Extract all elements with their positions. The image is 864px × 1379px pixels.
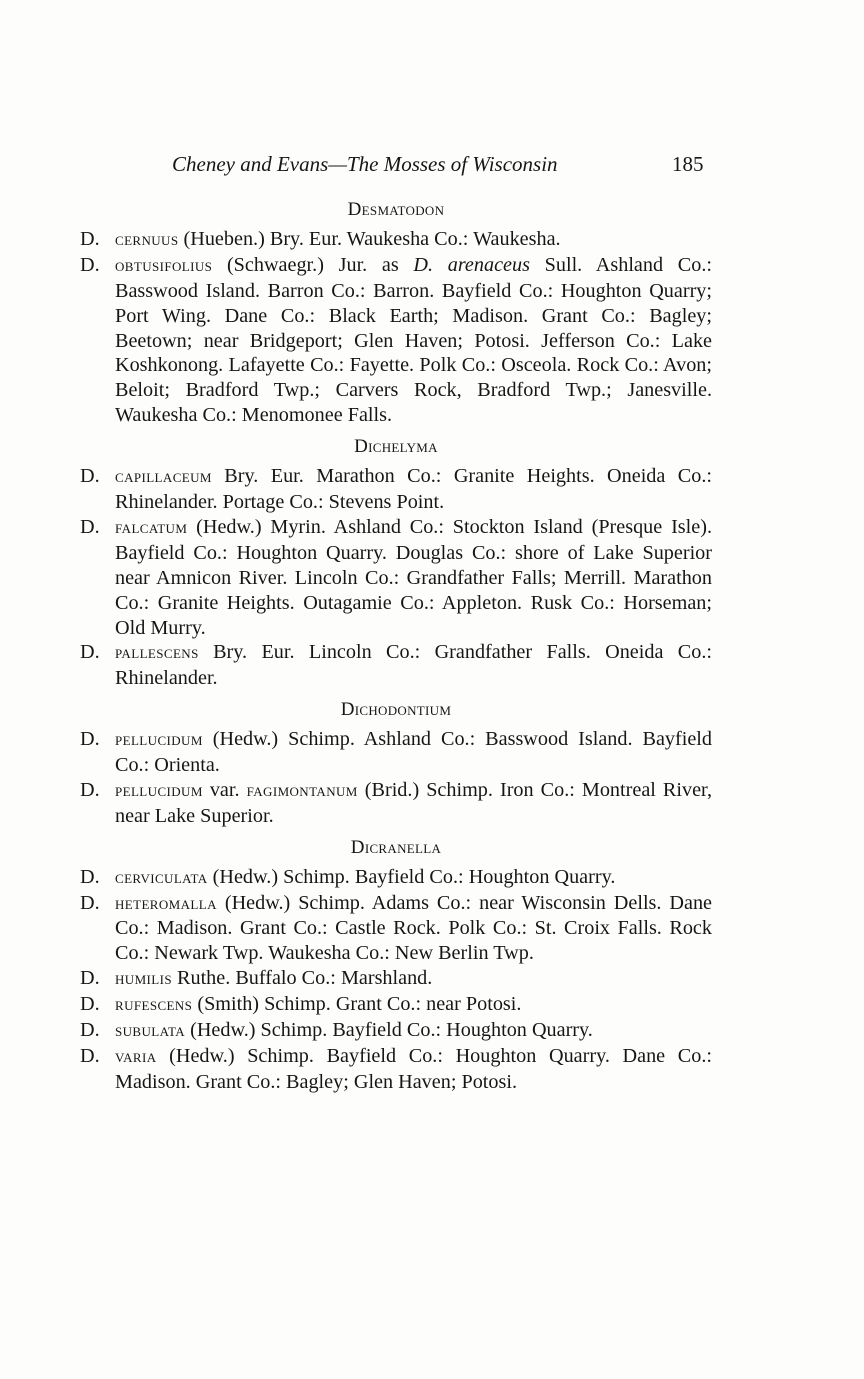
entry-text: (Brid.) Schimp. Iron Co.: Montreal River, near Lake Superior. xyxy=(115,778,713,827)
species-entry xyxy=(80,464,712,515)
entry-text: Bry. Eur. Marathon Co.: Granite Heights. Oneida Co.: Rhinelander. Portage Co.: Stevens Point. xyxy=(115,465,713,513)
genus-abbreviation: D. xyxy=(80,891,100,914)
species-name: obtusifolius xyxy=(115,254,213,276)
species-entry xyxy=(80,227,712,253)
species-entry xyxy=(80,1044,712,1095)
page-header xyxy=(0,148,864,180)
genus-abbreviation: D. xyxy=(80,1019,100,1042)
genus-abbreviation: D. xyxy=(80,253,100,276)
entry-text: (Hueben.) Bry. Eur. Waukesha Co.: Waukesha. xyxy=(183,227,561,250)
running-title: Cheney and Evans—The Mosses of Wisconsin xyxy=(172,152,558,176)
entry-text: (Hedw.) Schimp. Bayfield Co.: Houghton Quarry. xyxy=(190,1019,593,1042)
species-name: varia xyxy=(115,1046,157,1067)
species-entry xyxy=(80,1018,712,1044)
species-name: heteromalla xyxy=(115,892,217,914)
entry-text: Ruthe. Buffalo Co.: Marshland. xyxy=(177,967,433,990)
species-entry xyxy=(80,640,712,691)
entry-text: (Hedw.) Schimp. Bayfield Co.: Houghton Quarry. xyxy=(212,865,616,888)
variety-name: fagimontanum xyxy=(246,779,358,801)
species-entry xyxy=(80,778,712,829)
species-entry xyxy=(80,966,712,992)
species-name: capillaceum xyxy=(115,466,212,488)
species-name: falcatum xyxy=(115,516,188,538)
genus-abbreviation: D. xyxy=(80,515,100,538)
species-name: subulata xyxy=(115,1020,186,1042)
genus-abbreviation: D. xyxy=(80,778,100,801)
genus-abbreviation: D. xyxy=(80,728,100,751)
genus-abbreviation: D. xyxy=(80,993,100,1016)
genus-abbreviation: D. xyxy=(80,967,100,990)
entry-text: (Smith) Schimp. Grant Co.: near Potosi. xyxy=(197,993,522,1016)
species-name: cernuus xyxy=(115,228,179,250)
genus-heading: Dichelyma xyxy=(354,436,438,458)
species-entry xyxy=(80,891,712,967)
species-entry xyxy=(80,992,712,1018)
genus-abbreviation: D. xyxy=(80,227,100,250)
synonym-name: D. arenaceus xyxy=(413,253,530,276)
entry-text: Bry. Eur. Lincoln Co.: Grandfather Falls. Oneida Co.: Rhinelander. xyxy=(115,641,713,690)
entry-text: (Hedw.) Schimp. Bayfield Co.: Houghton Quarry. Dane Co.: Madison. Grant Co.: Bagley; Glen Haven; Potosi. xyxy=(115,1045,712,1093)
species-entry xyxy=(80,865,712,891)
variety-label: var. xyxy=(209,778,240,801)
species-entry xyxy=(80,515,712,641)
species-name: pellucidum xyxy=(115,729,203,751)
species-entry xyxy=(80,727,712,778)
genus-abbreviation: D. xyxy=(80,641,100,664)
entry-text: (Hedw.) Myrin. Ashland Co.: Stockton Island (Presque Isle). Bayfield Co.: Houghton Quarry. Douglas Co.: shore of Lake Superior near Amnicon River. Lincoln Co.: Grandfather Falls; Merrill. Marathon Co.: Granite Heights. Outagamie Co.: Appleton. Rusk Co.: Horseman; Old Murry. xyxy=(115,515,712,639)
entry-text: Sull. Ashland Co.: Basswood Island. Barron Co.: Barron. Bayfield Co.: Houghton Quarry; Port Wing. Dane Co.: Black Earth; Madison. Grant Co.: Bagley; Beetown; near Bridgeport; Glen Haven; Potosi. Jefferson Co.: Lake Koshkonong. Lafayette Co.: Fayette. Polk Co.: Osceola. Rock Co.: Avon; Beloit; Bradford Twp.; Carvers Rock, Bradford Twp.; Janesville. Waukesha Co.: Menomonee Falls. xyxy=(115,253,712,427)
entry-text: (Hedw.) Schimp. Ashland Co.: Basswood Island. Bayfield Co.: Orienta. xyxy=(115,728,713,777)
genus-abbreviation: D. xyxy=(80,465,100,488)
species-list xyxy=(80,198,712,1095)
species-name: pellucidum xyxy=(115,779,203,801)
entry-author: (Schwaegr.) Jur. as xyxy=(226,253,399,276)
entry-text: (Hedw.) Schimp. Adams Co.: near Wisconsin Dells. Dane Co.: Madison. Grant Co.: Castle Rock. Polk Co.: St. Croix Falls. Rock Co.: Newark Twp. Waukesha Co.: New Berlin Twp. xyxy=(115,891,713,965)
species-name: rufescens xyxy=(115,994,193,1016)
species-entry xyxy=(80,253,712,428)
genus-heading: Dicranella xyxy=(350,836,442,858)
genus-heading: Desmatodon xyxy=(347,199,445,220)
species-name: humilis xyxy=(115,968,172,990)
genus-abbreviation: D. xyxy=(80,1045,100,1067)
species-name: cerviculata xyxy=(115,866,208,888)
genus-abbreviation: D. xyxy=(80,865,100,888)
page-number: 185 xyxy=(672,152,704,176)
genus-heading: Dichodontium xyxy=(340,699,452,721)
species-name: pallescens xyxy=(115,642,199,664)
